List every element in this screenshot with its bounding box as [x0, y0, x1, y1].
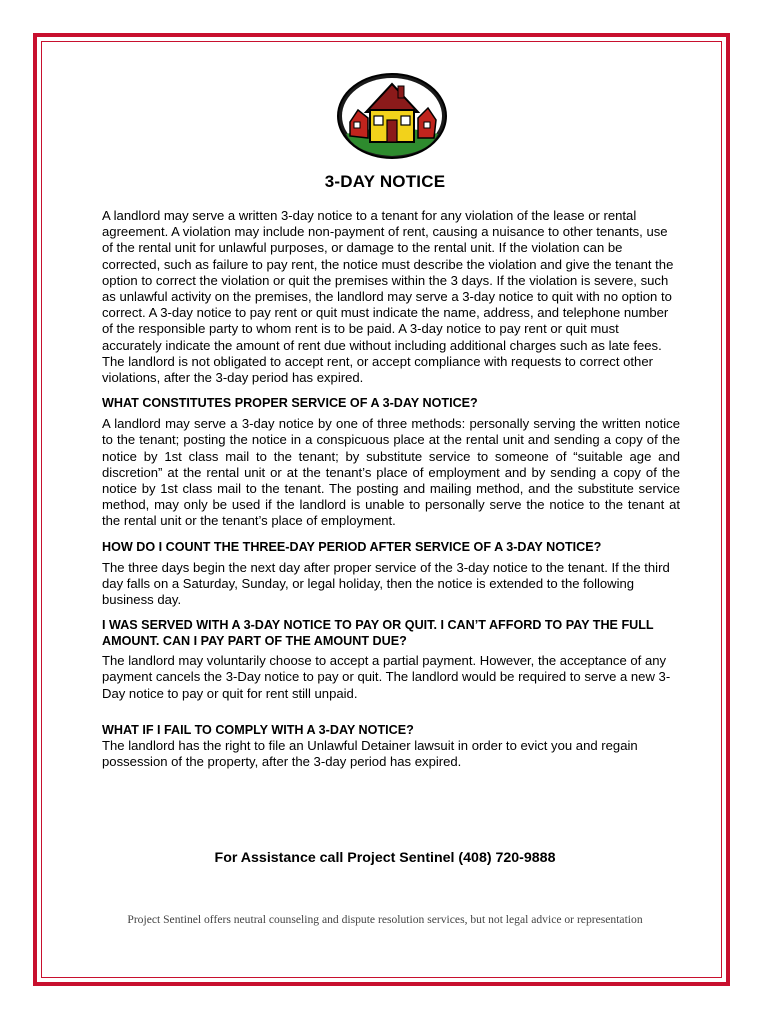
section-body-service: A landlord may serve a 3-day notice by one of three methods: personally serving the written notice to the tenant; posting the notice in a conspicuous place at the rental unit and sending a copy of the notice by 1st class mail to the tenant; by substitute service to someone of “suitable age and discretion” at the rental unit or at the tenant’s place of employment and by sending a copy of the notice by 1st class mail to the tenant. The posting and mailing method, and the substitute service method, may only be used if the landlord is unable to personally serve the notice to the tenant at the rental unit or the tenant’s place of employment. [102, 416, 680, 529]
section-heading-partial: I WAS SERVED WITH A 3-DAY NOTICE TO PAY OR QUIT. I CAN’T AFFORD TO PAY THE FULL AMOUNT. CAN I PAY PART OF THE AMOUNT DUE? [102, 618, 654, 649]
section-heading-comply: WHAT IF I FAIL TO COMPLY WITH A 3-DAY NOTICE? [102, 722, 414, 737]
footer-disclaimer: Project Sentinel offers neutral counseling and dispute resolution services, but not legal advice or representation [127, 913, 643, 926]
page-title: 3-DAY NOTICE [324, 172, 446, 191]
notice-content [102, 208, 680, 770]
house-logo-icon [336, 72, 448, 160]
section-heading-count: HOW DO I COUNT THE THREE-DAY PERIOD AFTER SERVICE OF A 3-DAY NOTICE? [102, 539, 602, 554]
assistance-contact: For Assistance call Project Sentinel (408) 720-9888 [214, 850, 556, 866]
section-body-partial: The landlord may voluntarily choose to accept a partial payment. However, the acceptance of any payment cancels the 3-Day notice to pay or quit. The landlord would be required to serve a new 3-Day notice to pay or quit for rent still unpaid. [102, 653, 671, 701]
section-body-count: The three days begin the next day after proper service of the 3-day notice to the tenant. If the third day falls on a Saturday, Sunday, or legal holiday, then the notice is extended to the following business day. [102, 559, 670, 608]
intro-paragraph: A landlord may serve a written 3-day notice to a tenant for any violation of the lease or rental agreement. A violation may include non-payment of rent, causing a nuisance to other tenants, use of the rental unit for unlawful purposes, or damage to the rental unit. If the violation can be corrected, such as failure to pay rent, the notice must describe the violation and give the tenant the option to correct the violation or quit the premises within the 3 days. If the violation is severe, such as unlawful activity on the premises, the landlord may serve a 3-day notice to quit with no option to correct. A 3-day notice to pay rent or quit must indicate the name, address, and telephone number of the responsible party to whom rent is to be paid. A 3-day notice to pay rent or quit must accurately indicate the amount of rent due without including additional charges such as late fees. The landlord is not obligated to accept rent, or accept compliance with requests to correct other violations, after the 3-day period has expired. [102, 208, 674, 386]
section-heading-service: WHAT CONSTITUTES PROPER SERVICE OF A 3-DAY NOTICE? [102, 396, 478, 411]
section-body-comply: The landlord has the right to file an Unlawful Detainer lawsuit in order to evict you and regain possession of the property, after the 3-day period has expired. [102, 737, 638, 770]
